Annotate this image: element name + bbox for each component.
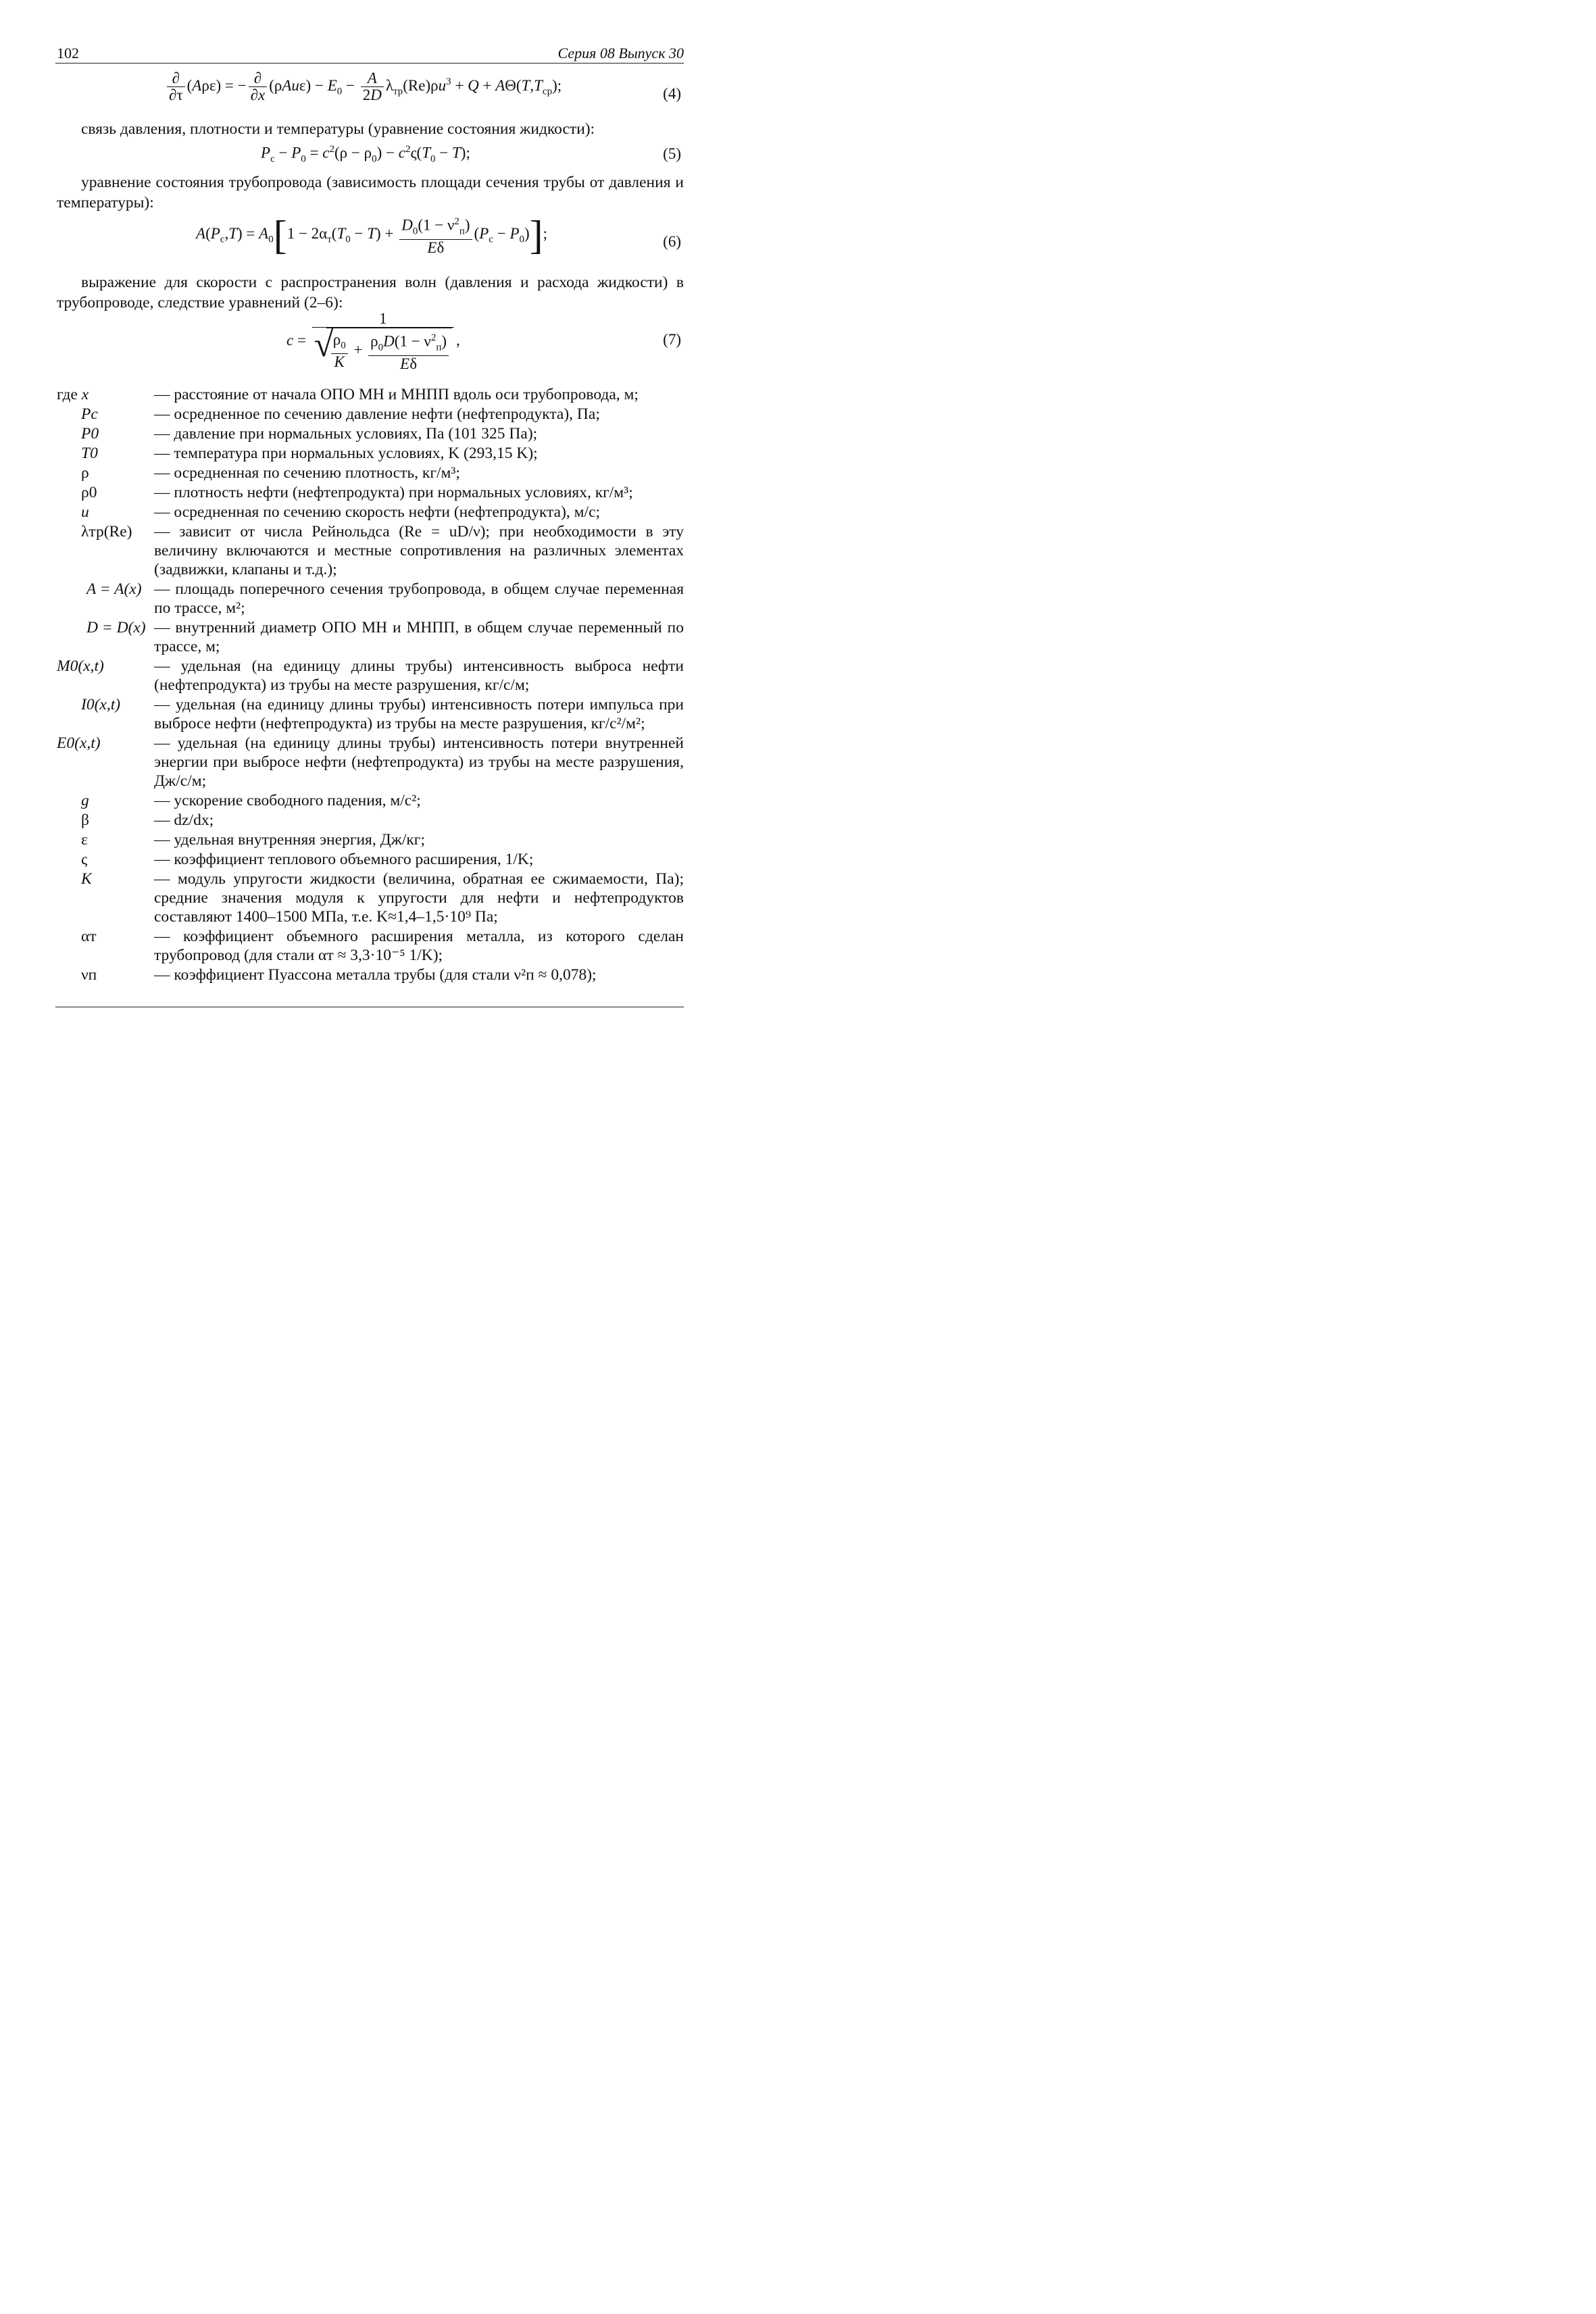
definition-row bbox=[57, 522, 684, 579]
definition-row bbox=[57, 870, 684, 926]
definition-symbol: λтр(Re) bbox=[81, 523, 132, 540]
definition-row bbox=[57, 734, 684, 790]
definition-symbol: E0(x,t) bbox=[57, 734, 101, 752]
definition-row bbox=[57, 483, 684, 502]
definition-symbol: I0(x,t) bbox=[81, 696, 121, 713]
definition-text: — модуль упругости жидкости (величина, обратная ее сжимаемости, Па); средние значения модуля к упругости для нефти и нефтепродуктов составляют 1400–1500 МПа, т.е. K≈1,4–1,5·10⁹ Па; bbox=[154, 870, 684, 926]
equation-5-number: (5) bbox=[663, 145, 681, 162]
header-rule bbox=[55, 63, 684, 64]
definition-row bbox=[57, 811, 684, 830]
definition-symbol: ρ bbox=[81, 464, 89, 482]
definition-text: — давление при нормальных условиях, Па (101 325 Па); bbox=[154, 425, 538, 443]
paragraph-3: выражение для скорости c распространения волн (давления и расхода жидкости) в трубопроводе, следствие уравнений (2–6): bbox=[57, 274, 684, 311]
definition-symbol: A = A(x) bbox=[86, 580, 142, 598]
definition-text: — плотность нефти (нефтепродукта) при нормальных условиях, кг/м³; bbox=[154, 484, 633, 501]
equation-6: $A(P_с,T) = A_0[1 - 2\alpha_т(T_0 - T)$ + $\frac{D_0(1 - \nu^2_п)}{E\delta}$ $(P_с - P_0)$]; bbox=[196, 212, 548, 257]
series-title: Серия 08 Выпуск 30 bbox=[557, 45, 684, 61]
definition-row bbox=[57, 405, 684, 424]
definition-row bbox=[57, 830, 684, 849]
definition-symbol: ε bbox=[81, 831, 88, 849]
definition-text: — ускорение свободного падения, м/с²; bbox=[154, 792, 421, 809]
definition-text: — осредненное по сечению давление нефти (нефтепродукта), Па; bbox=[154, 405, 600, 423]
definition-symbol: D = D(x) bbox=[86, 619, 146, 636]
definition-row bbox=[57, 424, 684, 443]
page-number: 102 bbox=[57, 45, 79, 61]
definition-text: — осредненная по сечению скорость нефти (нефтепродукта), м/с; bbox=[154, 503, 601, 521]
definition-row bbox=[57, 657, 684, 695]
definition-text: — температура при нормальных условиях, K (293,15 K); bbox=[154, 445, 538, 462]
definition-row bbox=[57, 791, 684, 810]
definition-symbol: g bbox=[81, 792, 89, 809]
definition-symbol: u bbox=[81, 503, 89, 521]
definition-symbol: αт bbox=[81, 928, 97, 945]
definition-text: — зависит от числа Рейнольдса (Re = uD/ν); при необходимости в эту величину включаются и местные сопротивления на различных элементах (задвижки, клапаны и т.д.); bbox=[154, 523, 684, 578]
definition-row bbox=[57, 618, 684, 656]
definition-symbol: P0 bbox=[81, 425, 99, 443]
definition-text: — dz/dx; bbox=[154, 811, 214, 829]
definition-symbol: Pс bbox=[81, 405, 98, 423]
definition-row bbox=[57, 695, 684, 733]
definition-row bbox=[57, 444, 684, 463]
definition-symbol: K bbox=[81, 870, 92, 888]
paragraph-1: связь давления, плотности и температуры (уравнение состояния жидкости): bbox=[81, 120, 595, 138]
definition-symbol: M0(x,t) bbox=[57, 657, 104, 675]
equation-4: $\frac{\partial}{\partial\tau}$ (Aρε) = − $\frac{\partial}{\partial x}$ $(\rho Au\varepsilon) - E_0$ − $\frac{A}{2D}$ $\lambda_{тр}(Re)\rho u^3 + Q + A\Theta(T,T_{ср})$; bbox=[165, 70, 562, 103]
definition-row bbox=[57, 927, 684, 965]
definition-row bbox=[57, 463, 684, 482]
definitions-list bbox=[57, 385, 684, 985]
definition-text: — коэффициент объемного расширения металла, из которого сделан трубопровод (для стали αт ≈ 3,3·10⁻⁵ 1/K); bbox=[154, 928, 684, 964]
definitions-intro: где bbox=[57, 386, 78, 403]
definition-symbol: ρ0 bbox=[81, 484, 97, 501]
definition-symbol: T0 bbox=[81, 445, 98, 462]
definition-text: — площадь поперечного сечения трубопровода, в общем случае переменная по трассе, м²; bbox=[154, 580, 684, 617]
definition-row bbox=[57, 580, 684, 618]
definition-text: — удельная внутренняя энергия, Дж/кг; bbox=[154, 831, 425, 849]
definition-symbol bbox=[57, 385, 154, 404]
equation-7-number: (7) bbox=[663, 331, 681, 348]
definition-text: — удельная (на единицу длины трубы) интенсивность потери внутренней энергии при выбросе нефти (нефтепродукта) из трубы на месте разрушения, Дж/с/м; bbox=[154, 734, 684, 790]
paragraph-2: уравнение состояния трубопровода (зависимость площади сечения трубы от давления и температуры): bbox=[57, 174, 684, 211]
equation-7: c = 1 √ $\frac{\rho_0}{K}$ + $\frac{\rho_0D(1 - \nu^2_п)}{E\delta}$ , bbox=[286, 310, 460, 373]
equation-4-number: (4) bbox=[663, 85, 681, 102]
definition-row bbox=[57, 850, 684, 869]
definition-text: — внутренний диаметр ОПО МН и МНПП, в общем случае переменный по трассе, м; bbox=[154, 619, 684, 655]
definition-symbol: νп bbox=[81, 966, 97, 984]
definition-text: — расстояние от начала ОПО МН и МНПП вдоль оси трубопровода, м; bbox=[154, 386, 639, 403]
equation-5: $P_с - P_0 = c^2(\rho - \rho_0) - c^2\varsigma(T_0 - T)$; bbox=[261, 144, 470, 165]
definition-text: — коэффициент Пуассона металла трубы (для стали ν²п ≈ 0,078); bbox=[154, 966, 597, 984]
definition-row bbox=[57, 385, 684, 404]
definition-symbol-text: x bbox=[81, 386, 89, 403]
definition-row bbox=[57, 503, 684, 522]
definition-text: — осредненная по сечению плотность, кг/м³; bbox=[154, 464, 460, 482]
definition-symbol: ς bbox=[81, 851, 88, 868]
definition-text: — удельная (на единицу длины трубы) интенсивность потери импульса при выбросе нефти (нефтепродукта) из трубы на месте разрушения, кг/с²/м²; bbox=[154, 696, 684, 732]
definition-row bbox=[57, 965, 684, 984]
definition-text: — коэффициент теплового объемного расширения, 1/K; bbox=[154, 851, 534, 868]
definition-symbol: β bbox=[81, 811, 89, 829]
definition-text: — удельная (на единицу длины трубы) интенсивность выброса нефти (нефтепродукта) из трубы на месте разрушения, кг/с/м; bbox=[154, 657, 684, 694]
equation-6-number: (6) bbox=[663, 233, 681, 250]
